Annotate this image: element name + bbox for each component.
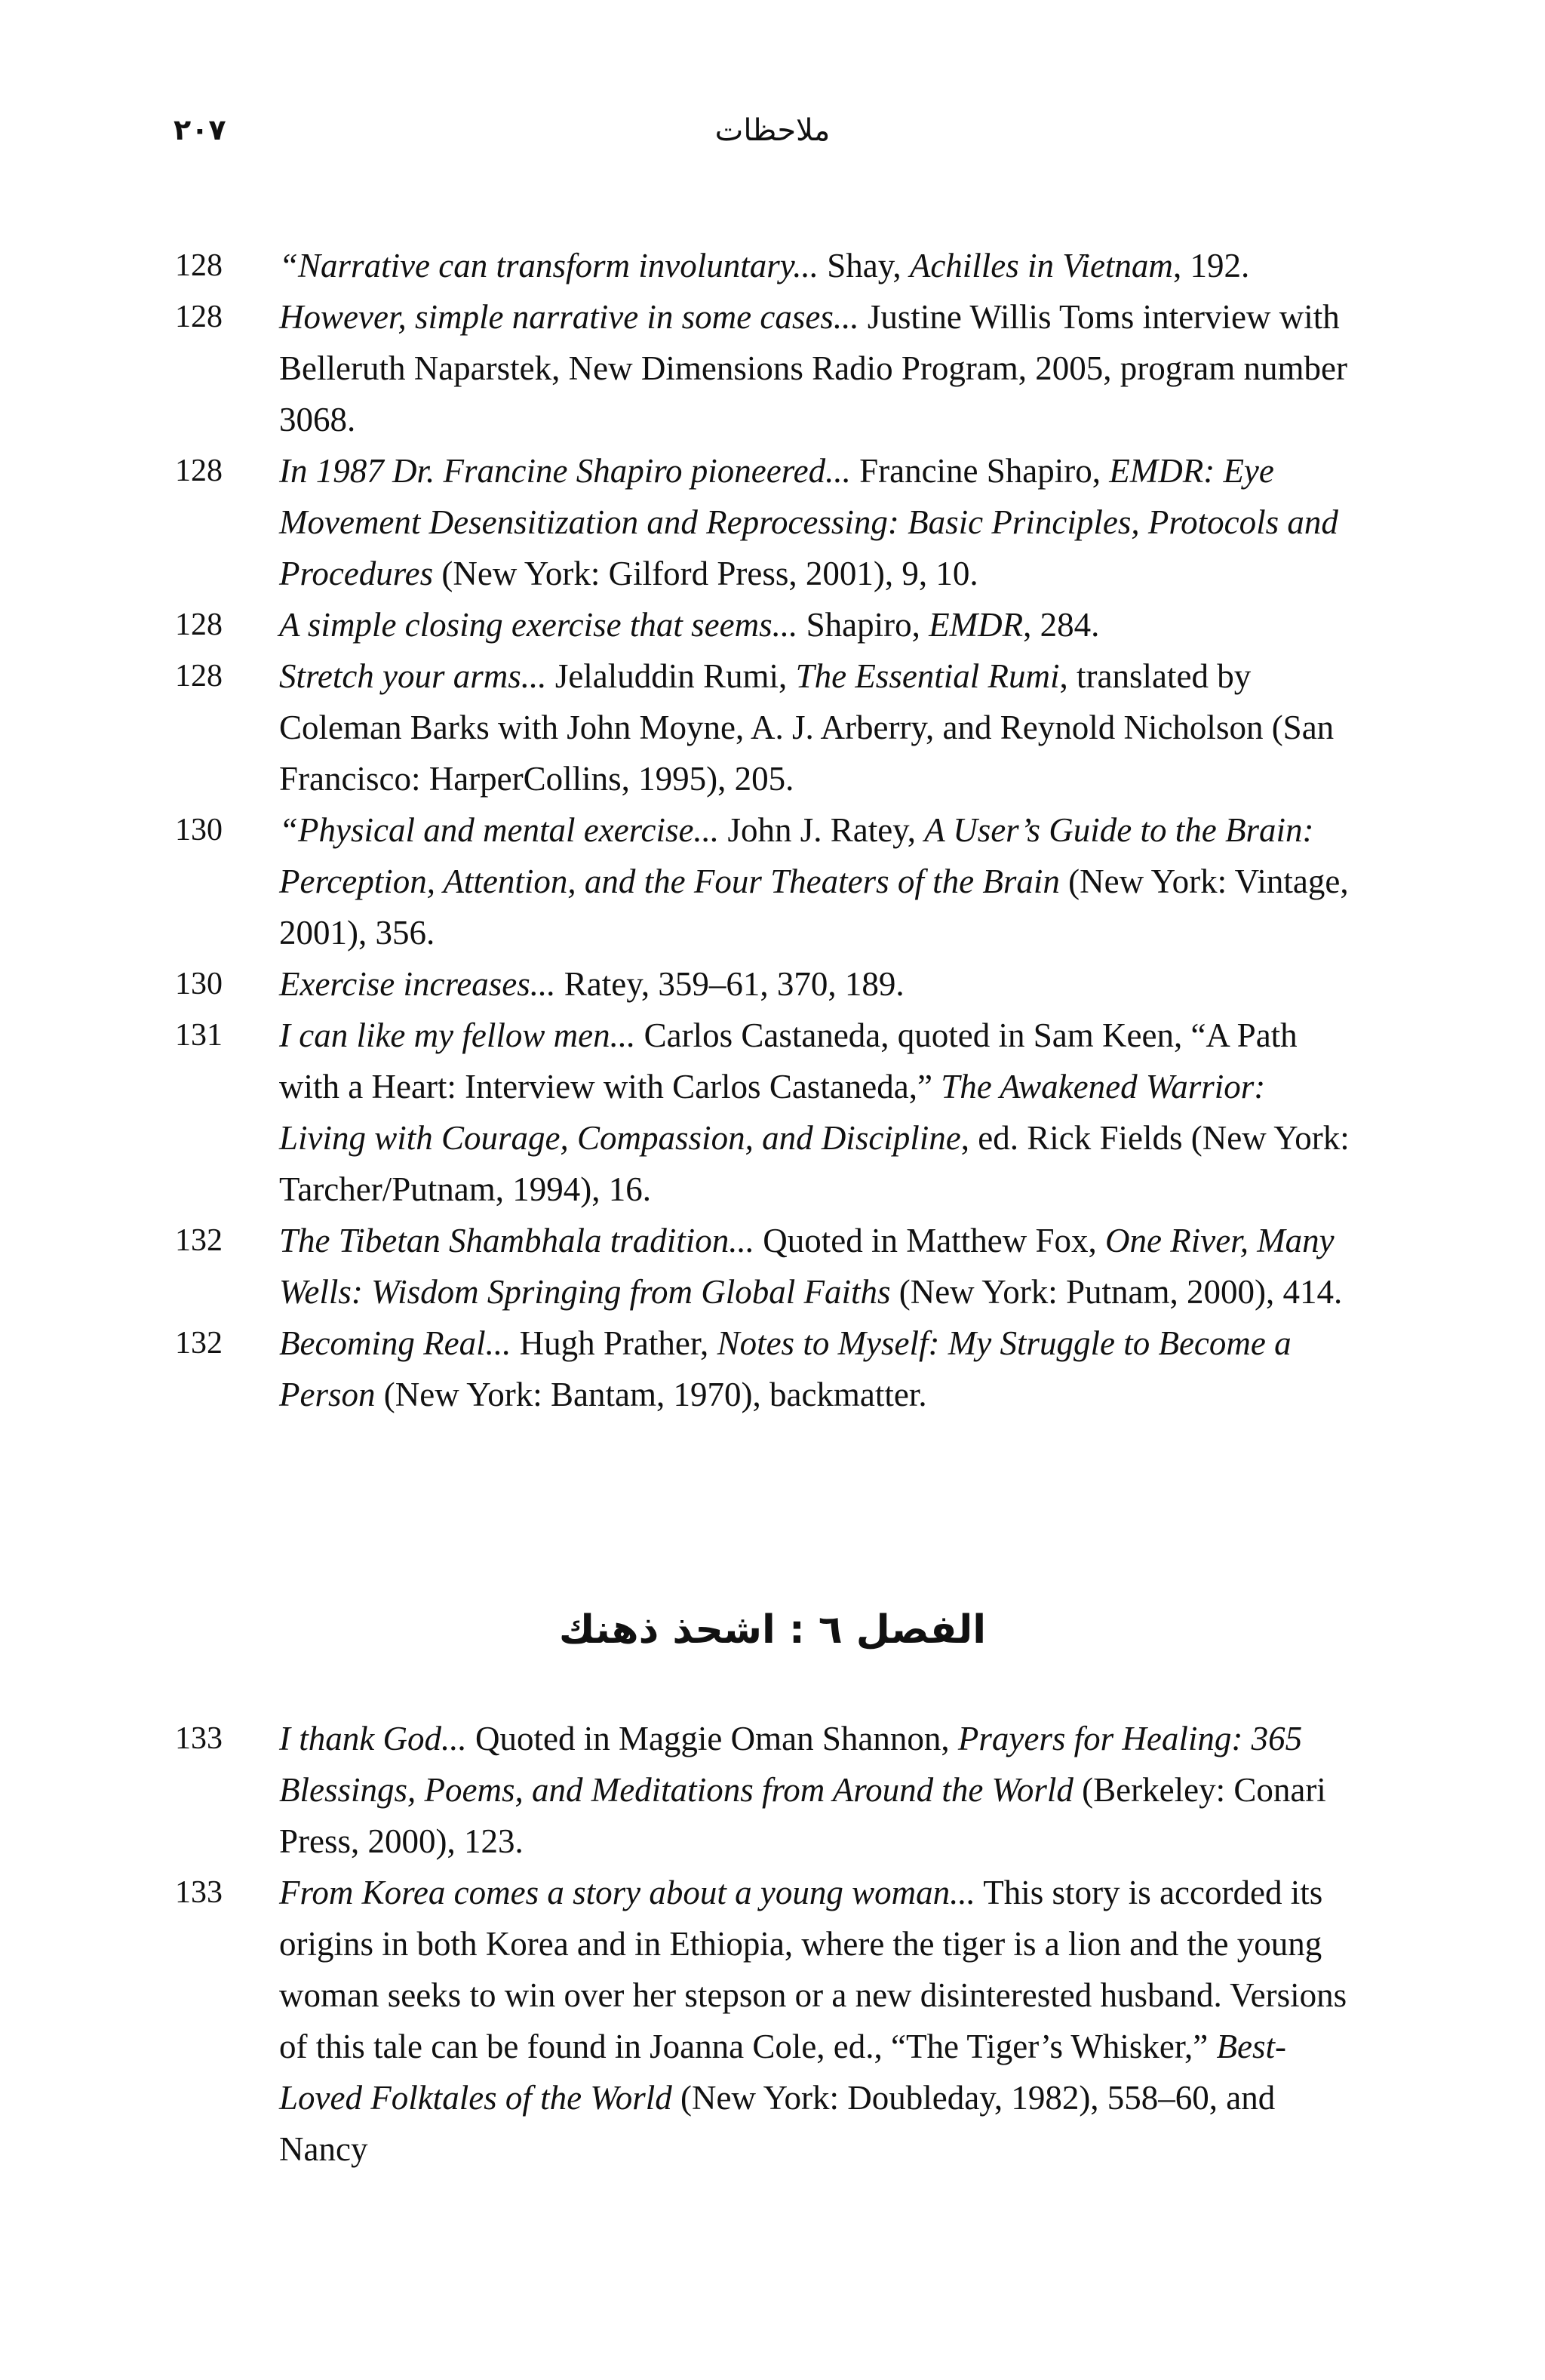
note-title-italic: EMDR: Eye Movement Desensitization and Reprocessing: Basic Principles, Protocols and Procedures: [279, 452, 1338, 592]
note-page-number: 131: [175, 1018, 223, 1053]
note-cue: The Tibetan Shambhala tradition...: [279, 1222, 755, 1259]
note-entry: [175, 1318, 1352, 1420]
note-text: [279, 804, 1352, 958]
note-text: [279, 1713, 1352, 1867]
note-citation-text: Hugh Prather,: [511, 1324, 717, 1362]
page-header: [174, 113, 1371, 158]
note-title-italic: A User’s Guide to the Brain: Perception, Attention, and the Four Theaters of the Brain: [279, 811, 1314, 900]
note-page-number: 130: [175, 967, 223, 1001]
note-citation-text: Quoted in Matthew Fox,: [754, 1222, 1106, 1259]
note-text: [279, 650, 1352, 804]
note-citation-text: (New York: Vintage, 2001), 356.: [279, 863, 1349, 952]
note-entry: [175, 599, 1352, 650]
note-citation-text: , translated by Coleman Barks with John Moyne, A. J. Arberry, and Reynold Nicholson (San Francisco: HarperCollins, 1995), 205.: [279, 657, 1335, 798]
note-cue: “Physical and mental exercise...: [279, 811, 720, 849]
note-page-number: 133: [175, 1721, 223, 1756]
note-citation-text: (New York: Gilford Press, 2001), 9, 10.: [433, 555, 978, 592]
note-page-number: 132: [175, 1223, 223, 1258]
note-citation-text: (New York: Putnam, 2000), 414.: [890, 1273, 1343, 1311]
note-page-number: 128: [175, 454, 223, 488]
note-citation-text: Francine Shapiro,: [850, 452, 1110, 490]
note-citation-text: Shapiro,: [797, 606, 929, 644]
note-citation-text: Quoted in Maggie Oman Shannon,: [466, 1720, 958, 1757]
note-title-italic: Prayers for Healing: 365 Blessings, Poems, and Meditations from Around the World: [279, 1720, 1303, 1809]
notes-list-after: [175, 1713, 1352, 2175]
note-citation-text: (Berkeley: Conari Press, 2000), 123.: [279, 1771, 1326, 1860]
note-cue: A simple closing exercise that seems...: [279, 606, 798, 644]
note-title-italic: Achilles in Vietnam: [909, 247, 1173, 284]
note-citation-text: John J. Ratey,: [719, 811, 925, 849]
note-citation-text: Ratey, 359–61, 370, 189.: [555, 965, 905, 1003]
note-text: [279, 1867, 1352, 2175]
note-entry: [175, 240, 1352, 291]
note-citation-text: Carlos Castaneda, quoted in Sam Keen, “A Path with a Heart: Interview with Carlos Castaneda,”: [279, 1016, 1298, 1105]
note-text: [279, 445, 1352, 599]
note-cue: From Korea comes a story about a young woman...: [279, 1874, 975, 1911]
note-text: [279, 1010, 1352, 1215]
note-text: [279, 291, 1352, 445]
note-title-italic: Notes to Myself: My Struggle to Become a Person: [279, 1324, 1292, 1413]
note-text: [279, 240, 1352, 291]
note-citation-text: , ed. Rick Fields (New York: Tarcher/Putnam, 1994), 16.: [279, 1119, 1350, 1208]
note-page-number: 128: [175, 607, 223, 642]
chapter-heading: الفصل ٦ : اشحذ ذهنك: [558, 1607, 987, 1653]
note-title-italic: One River, Many Wells: Wisdom Springing from Global Faiths: [279, 1222, 1335, 1311]
note-page-number: 133: [175, 1875, 223, 1910]
notes-list-before: [175, 240, 1352, 1420]
note-citation-text: , 192.: [1172, 247, 1250, 284]
note-citation-text: This story is accorded its origins in both Korea and in Ethiopia, where the tiger is a lion and the young woman seeks to win over her stepson or a new disinterested husband. Versions of this tale can be found in Joanna Cole, ed., “The Tiger’s Whisker,”: [279, 1874, 1347, 2065]
note-title-italic: Best-Loved Folktales of the World: [279, 2028, 1286, 2117]
note-citation-text: Jelaluddin Rumi,: [546, 657, 796, 695]
note-entry: [175, 958, 1352, 1010]
note-citation-text: (New York: Doubleday, 1982), 558–60, and Nancy: [279, 2079, 1276, 2168]
note-cue: I thank God...: [279, 1720, 467, 1757]
note-citation-text: Justine Willis Toms interview with Belleruth Naparstek, New Dimensions Radio Program, 2005, program number 3068.: [279, 298, 1347, 438]
running-head: ملاحظات: [714, 113, 831, 148]
note-entry: [175, 1867, 1352, 2175]
note-cue: Exercise increases...: [279, 965, 556, 1003]
note-cue: “Narrative can transform involuntary...: [279, 247, 819, 284]
note-entry: [175, 1215, 1352, 1318]
note-page-number: 128: [175, 659, 223, 693]
note-citation-text: , 284.: [1023, 606, 1100, 644]
note-page-number: 128: [175, 248, 223, 283]
note-citation-text: Shay,: [819, 247, 910, 284]
note-entry: [175, 291, 1352, 445]
page-number: ٢٠٧: [174, 113, 226, 146]
note-entry: [175, 650, 1352, 804]
note-text: [279, 599, 1352, 650]
note-cue: However, simple narrative in some cases...: [279, 298, 859, 336]
note-citation-text: (New York: Bantam, 1970), backmatter.: [375, 1376, 927, 1413]
note-text: [279, 1215, 1352, 1318]
note-title-italic: The Awakened Warrior: Living with Courage, Compassion, and Discipline: [279, 1068, 1266, 1157]
note-entry: [175, 445, 1352, 599]
note-page-number: 130: [175, 813, 223, 847]
note-entry: [175, 1713, 1352, 1867]
note-page-number: 128: [175, 300, 223, 334]
note-cue: In 1987 Dr. Francine Shapiro pioneered...: [279, 452, 851, 490]
note-text: [279, 958, 1352, 1010]
note-text: [279, 1318, 1352, 1420]
note-cue: Becoming Real...: [279, 1324, 511, 1362]
note-title-italic: The Essential Rumi: [795, 657, 1060, 695]
note-cue: I can like my fellow men...: [279, 1016, 636, 1054]
note-entry: [175, 804, 1352, 958]
note-cue: Stretch your arms...: [279, 657, 547, 695]
note-page-number: 132: [175, 1326, 223, 1361]
note-entry: [175, 1010, 1352, 1215]
note-title-italic: EMDR: [929, 606, 1024, 644]
